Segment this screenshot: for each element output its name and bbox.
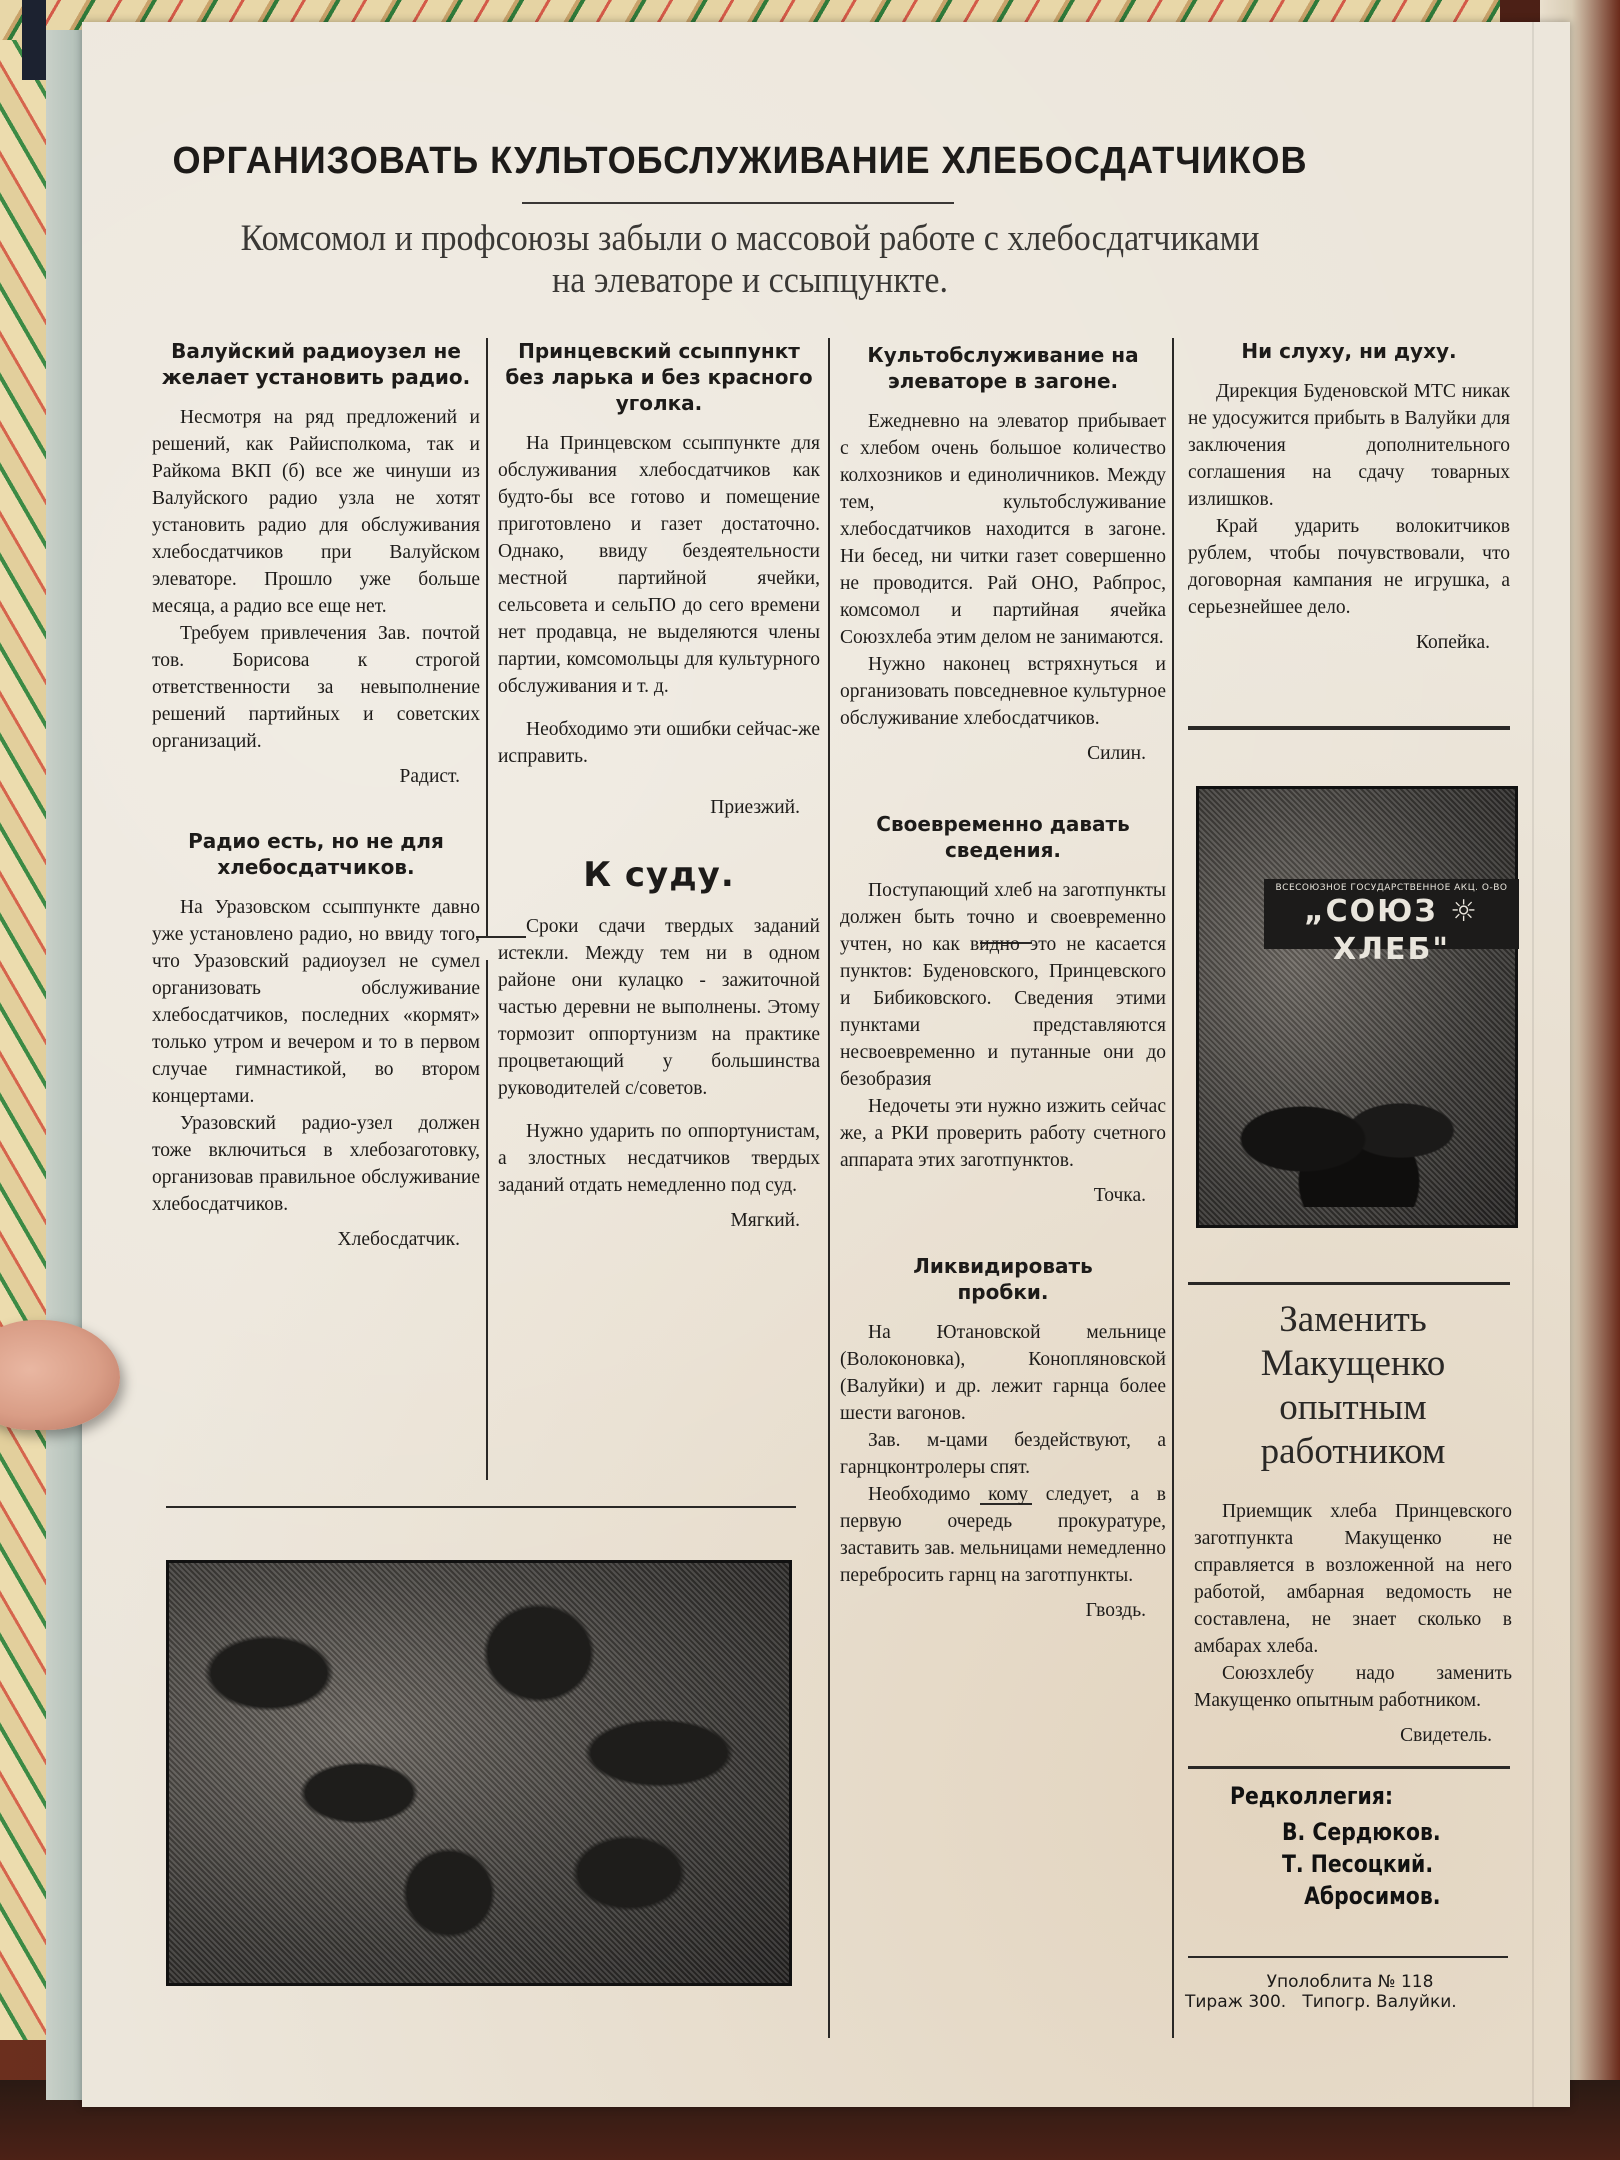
article-signature: Хлебосдатчик. [337, 1229, 460, 1250]
headline-rule [522, 202, 954, 204]
sign-small-text: ВСЕСОЮЗНОЕ ГОСУДАРСТВЕННОЕ АКЦ. О-ВО [1275, 883, 1508, 893]
section-rule [1188, 726, 1510, 730]
article-paragraph: Нужно ударить по оппортунистам, а злостных несдатчиков твердых заданий отдать немедленно под суд. [498, 1121, 820, 1196]
photo-horses-illustration [179, 1573, 779, 1973]
article-title: Ни слуху, ни духу. [1241, 339, 1457, 363]
article-paragraph: Необходимо эти ошибки сейчас-же исправить. [498, 719, 820, 767]
article-signature: Силин. [1087, 743, 1146, 764]
article-paragraph: Поступающий хлеб на заготпункты должен быть точно и своевременно учтен, но как видно это не касается пунктов: Буденовского, Принцевского и Бибиковского. Сведения этими пунктами представляются несвоевременно и путанные они до безобразия [840, 880, 1166, 1090]
section-rule [166, 1506, 796, 1508]
article-paragraph: Несмотря на ряд предложений и решений, как Райисполкома, так и Райкома ВКП (б) все же чинуши из Валуйского радио узла не хотят установить радио для обслуживания хлебосдатчиков при Валуйском элеваторе. Прошло уже больше месяца, а радио все еще нет. [152, 407, 480, 617]
page-fold [1532, 22, 1534, 2107]
article-paragraph: Требуем привлечения Зав. почтой тов. Борисова к строгой ответственности за невыполнение решений партийных и советских организаций. [152, 623, 480, 752]
soyuzkhleb-sign [1264, 879, 1519, 967]
imprint [1185, 1972, 1515, 2012]
article-title: Валуйский радиоузел не желает установить радио. [161, 339, 471, 389]
article-paragraph: Приемщик хлеба Принцевского заготпункта Макущенко не справляется в возложенной на него работой, амбарная ведомость не составлена, не знает сколько в амбарах хлеба. [1194, 1501, 1512, 1657]
article-printsevsky [498, 338, 820, 821]
column-3 [840, 342, 1166, 1624]
article-paragraph: Сроки сдачи твердых заданий истекли. Между тем ни в одном районе они кулацко - зажиточной частью деревни не выполнены. Этому тормозит оппортунизм на практике процветающий у большинства руководителей с/советов. [498, 916, 820, 1099]
section-rule [1188, 1766, 1510, 1769]
editor-name: Т. Песоцкий. [1282, 1850, 1434, 1878]
imprint-circulation: Тираж 300. Типогр. Валуйки. [1185, 1992, 1457, 2012]
column-rule-1b [486, 960, 488, 1480]
article-probki [840, 1253, 1166, 1624]
article-title: Радио есть, но не для хлебосдатчиков. [188, 829, 444, 879]
article-signature: Мягкий. [730, 1210, 800, 1231]
article-paragraph: Зав. м-цами бездействуют, а гарнцконтролеры спят. [840, 1430, 1166, 1478]
column-1 [152, 338, 480, 1253]
editor-name: Абросимов. [1304, 1882, 1441, 1910]
article-radio-urazovo [152, 828, 480, 1253]
article-signature: Свидетель. [1400, 1725, 1492, 1746]
editor-name: В. Сердюков. [1282, 1818, 1441, 1846]
column-2 [498, 338, 820, 1234]
page-subheadline [152, 218, 1348, 302]
subheadline-line2: на элеваторе и ссыпцункте. [552, 260, 948, 301]
page-headline: ОРГАНИЗОВАТЬ КУЛЬТОБСЛУЖИВАНИЕ ХЛЕБОСДАТЧИКОВ [172, 140, 1308, 182]
editorial-board-title: Редколлегия: [1230, 1782, 1394, 1810]
book-spine [22, 0, 46, 80]
article-title: К суду. [583, 855, 735, 895]
photo-soyuzkhleb [1196, 786, 1518, 1228]
article-paragraph: Уразовский радио-узел должен тоже включиться в хлебозаготовку, организовав правильное обслуживание хлебосдатчиков. [152, 1113, 480, 1215]
article-signature: Копейка. [1415, 632, 1490, 653]
article-title: Ликвидировать пробки. [913, 1254, 1093, 1304]
article-paragraph: Край ударить волокитчиков рублем, чтобы почувствовали, что договорная кампания не игрушка, а серьезнейшее дело. [1188, 516, 1510, 618]
article-signature: Радист. [399, 766, 460, 787]
article-elevator [840, 342, 1166, 767]
article-paragraph: На Принцевском ссыппункте для обслуживания хлебосдатчиков как будто-бы все готово и помещение приготовлено и газет достаточно. Однако, ввиду бездеятельности местной партийной ячейки, сельсовета и сельПО до сего времени нет продавца, не выделяются члены партии, комсомольцы для культурного обслуживания и т. д. [498, 433, 820, 697]
subheadline-line1: Комсомол и профсоюзы забыли о массовой работе с хлебосдатчиками [240, 218, 1260, 259]
editorial-board-names [1282, 1816, 1441, 1912]
article-paragraph: Дирекция Буденовской МТС никак не удосужится прибыть в Валуйки для заключения дополнительного соглашения на сдачу товарных излишков. [1188, 381, 1510, 510]
marbled-endpaper-left [0, 40, 46, 2040]
imprint-censor-number: Уполоблита № 118 [1266, 1972, 1434, 1992]
column-rule-2 [828, 338, 830, 2038]
article-paragraph: Недочеты эти нужно изжить сейчас же, а РКИ проверить работу счетного аппарата этих заготпунктов. [840, 1096, 1166, 1171]
article-paragraph: Союзхлебу надо заменить Макущенко опытным работником. [1194, 1663, 1512, 1711]
article-signature: Гвоздь. [1085, 1600, 1146, 1621]
article-makushchenko [1194, 1298, 1512, 1749]
article-k-sudu [498, 855, 820, 1234]
column-rule-3 [1172, 338, 1174, 2038]
article-signature: Точка. [1093, 1185, 1146, 1206]
binding-strip [46, 30, 86, 2100]
photo-horse-carts [166, 1560, 792, 1986]
article-radio-valuyki [152, 338, 480, 790]
photo-crowd-illustration [1219, 1037, 1499, 1207]
article-title: Культобслуживание на элеваторе в загоне. [867, 343, 1139, 393]
article-title: Своевременно давать сведения. [876, 812, 1130, 862]
section-rule [1188, 1282, 1510, 1285]
article-title: Принцевский ссыппункт без ларька и без красного уголка. [505, 339, 813, 415]
column-4 [1188, 338, 1510, 656]
article-paragraph: На Уразовском ссыппункте давно уже установлено радио, но ввиду того, что Уразовский радиоузел не сумел организовать обслуживание хлебосдатчиков, последних «кормят» только утром и вечером и то в первом случае гимнастикой, во втором концертами. [152, 897, 480, 1107]
article-paragraph: Нужно наконец встряхнуться и организовать повседневное культурное обслуживание хлебосдатчиков. [840, 654, 1166, 729]
section-rule [1188, 1956, 1508, 1958]
article-ni-sluhu [1188, 338, 1510, 656]
column-rule-1 [486, 338, 488, 938]
editorial-board [1230, 1782, 1469, 1912]
article-svedeniya [840, 811, 1166, 1209]
article-paragraph: На Ютановской мельнице (Волоконовка), Коноплянoвской (Валуйки) и др. лежит гарнца более шести вагонов. [840, 1322, 1166, 1424]
article-signature: Приезжий. [710, 797, 800, 818]
article-paragraph: Необходимо кому следует, а в первую очередь прокуратуре, заставить зав. мельницами немедленно перебросить гарнц на заготпункты. [840, 1484, 1166, 1586]
article-title: Заменить Макущенко опытным работником [1260, 1299, 1446, 1472]
article-paragraph: Ежедневно на элеватор прибывает с хлебом очень большое количество колхозников и единоличников. Между тем, культобслуживание хлебосдатчиков находится в загоне. Ни бесед, ни читки газет совершенно не проводится. Рай ОНО, Рабпрос, комсомол и партийная ячейка Союзхлеба этим делом не занимаются. [840, 411, 1166, 648]
sign-big-text: „СОЮЗ ☼ ХЛЕБ" [1303, 894, 1480, 967]
